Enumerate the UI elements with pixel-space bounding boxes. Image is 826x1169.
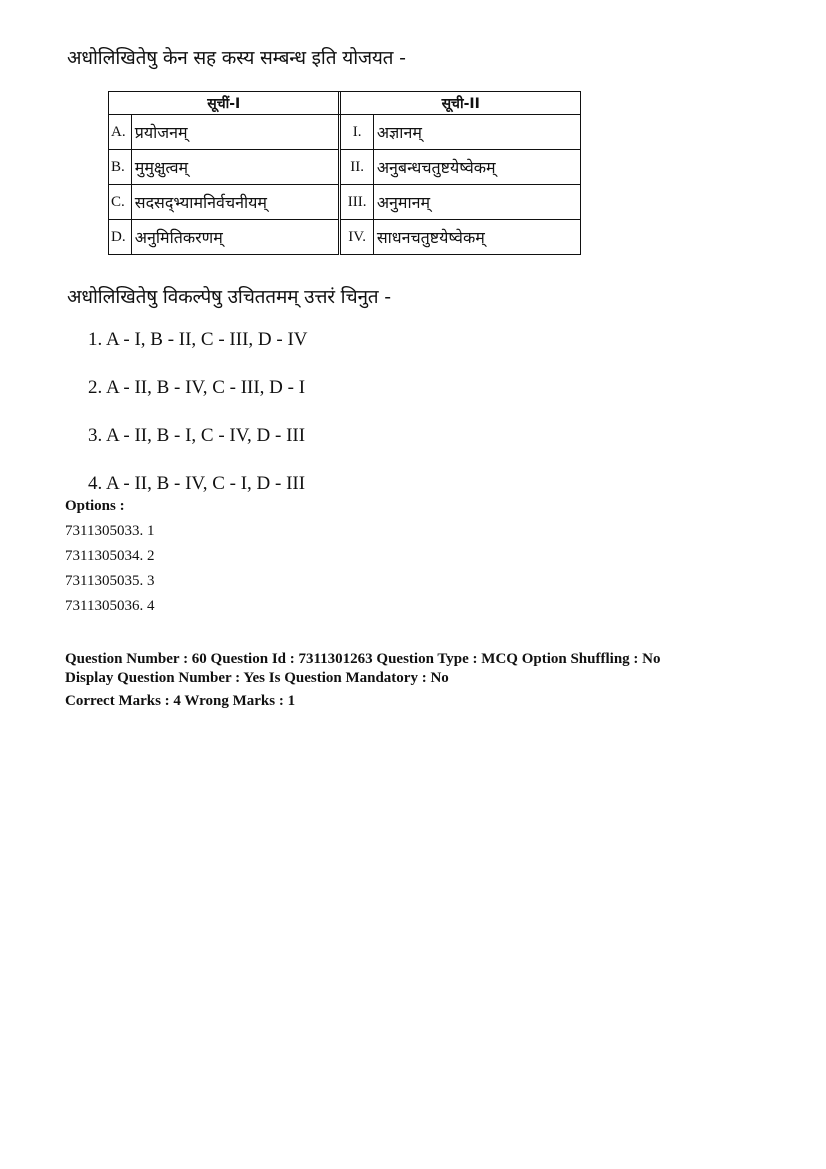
left-value: सदसद्भ्यामनिर्वचनीयम् [131, 185, 339, 220]
left-value: अनुमितिकरणम् [131, 220, 339, 255]
question-meta-line-2: Display Question Number : Yes Is Question Mandatory : No [65, 670, 449, 686]
right-value: अनुबन्धचतुष्टयेष्वेकम् [373, 150, 580, 185]
marks-line: Correct Marks : 4 Wrong Marks : 1 [65, 693, 296, 709]
right-key: II. [341, 150, 373, 185]
right-value: साधनचतुष्टयेष्वेकम् [373, 220, 580, 255]
choice-3: 3. A - II, B - I, C - IV, D - III [88, 425, 306, 446]
left-key: B. [109, 150, 132, 185]
option-id-1: 7311305033. 1 [65, 523, 155, 539]
choice-1: 1. A - I, B - II, C - III, D - IV [88, 329, 308, 350]
table-row [109, 150, 581, 185]
question-meta-line-1: Question Number : 60 Question Id : 7311301263 Question Type : MCQ Option Shuffling : No [65, 651, 661, 667]
options-label: Options : [65, 498, 125, 514]
instruction-text: अधोलिखितेषु विकल्पेषु उचिततमम् उत्तरं चिनुत - [67, 286, 391, 308]
table-row [109, 220, 581, 255]
left-value: मुमुक्षुत्वम् [131, 150, 339, 185]
option-id-3: 7311305035. 3 [65, 573, 155, 589]
choice-2: 2. A - II, B - IV, C - III, D - I [88, 377, 306, 398]
right-key: IV. [341, 220, 373, 255]
list-2-header: सूची-II [341, 92, 581, 115]
right-key: III. [341, 185, 373, 220]
left-key: A. [109, 115, 132, 150]
question-text: अधोलिखितेषु केन सह कस्य सम्बन्ध इति योजयत - [67, 47, 406, 69]
option-id-2: 7311305034. 2 [65, 548, 155, 564]
option-id-4: 7311305036. 4 [65, 598, 155, 614]
right-key: I. [341, 115, 373, 150]
table-row [109, 115, 581, 150]
choice-4: 4. A - II, B - IV, C - I, D - III [88, 473, 306, 494]
table-row [109, 185, 581, 220]
table-header-row [109, 92, 581, 115]
match-table [108, 91, 581, 255]
right-value: अनुमानम् [373, 185, 580, 220]
left-value: प्रयोजनम् [131, 115, 339, 150]
list-1-header: सूचीं-I [109, 92, 339, 115]
right-value: अज्ञानम् [373, 115, 580, 150]
left-key: D. [109, 220, 132, 255]
left-key: C. [109, 185, 132, 220]
